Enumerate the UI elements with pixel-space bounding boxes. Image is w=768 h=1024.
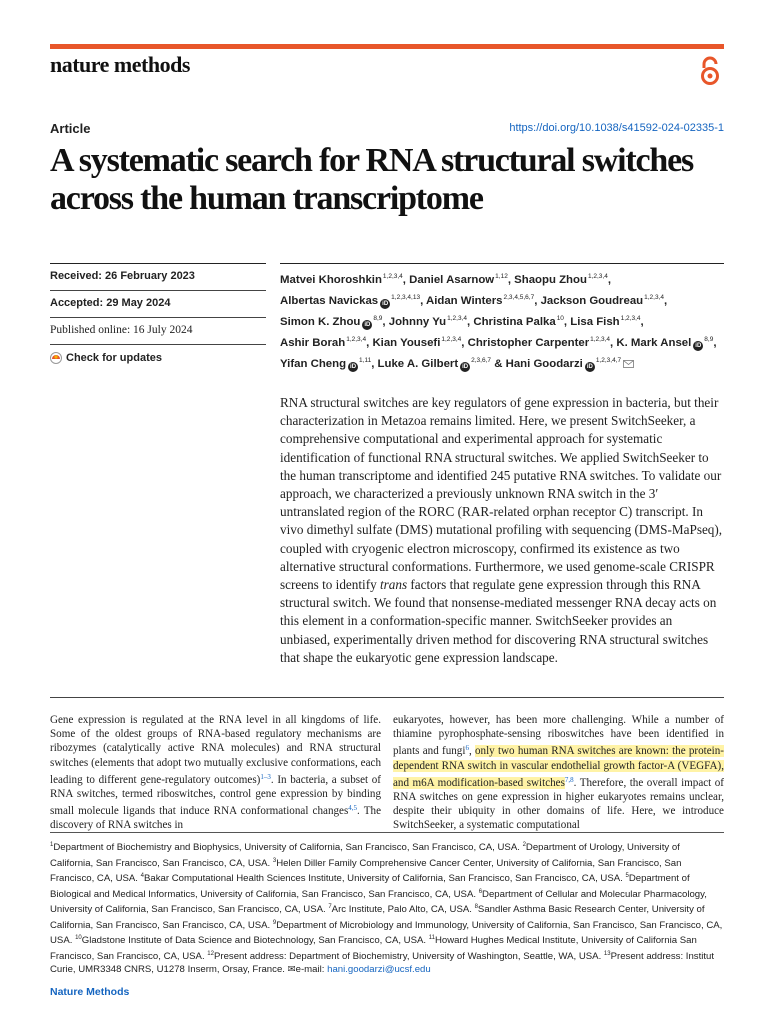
author-affiliation: 1,2,3,4	[587, 273, 608, 280]
check-updates-label: Check for updates	[66, 352, 162, 364]
affiliation-number: 8	[474, 904, 478, 910]
affiliations-footnote: $^1$Department of Biochemistry and Biophysics, University of California, San Francisco, San Francisco, CA, USA. $^2$Department of Urology, University of California, San Francisco, San Francisco, CA, USA. $^3$Helen Diller Family Comprehensive Cancer Center, University of California, San Francisco, San Francisco, CA, USA. $^4$Bakar Computational Health Sciences Institute, University of California, San Francisco, San Francisco, CA, USA. $^5$Department of Biological and Medical Informatics, University of California, San Francisco, San Francisco, CA, USA. $^6$Department of Cellular and Molecular Pharmacology, University of California, San Francisco, San Francisco, CA, USA. $^7$Arc Institute, Palo Alto, CA, USA. $^8$Sandler Asthma Basic Research Center, University of California, San Francisco, San Francisco, CA, USA. $^9$Department of Microbiology and Immunology, University of California, San Francisco, San Francisco, CA, USA. $^{10}$Gladstone Institute of Data Science and Biotechnology, San Francisco, CA, USA. $^{11}$Howard Hughes Medical Institute, University of California San Francisco, San Francisco, CA, USA. $^{12}$Present address: Department of Biochemistry, University of Washington, Seattle, WA, USA. $^{13}$Present address: Institut Curie, UMR3348 CNRS, U1278 Inserm, Orsay, France. ✉e-mail: hani.goodarzi@ucsf.edu	[50, 842, 723, 975]
mail-icon: ✉	[287, 964, 296, 975]
accepted-date: Accepted: 29 May 2024	[50, 290, 266, 317]
author-list-section	[280, 263, 724, 373]
affiliation-number: 12	[207, 950, 214, 957]
footer-journal-name[interactable]: Nature Methods	[50, 986, 130, 998]
affiliation-number: 1	[50, 842, 54, 848]
published-date: Published online: 16 July 2024	[50, 317, 266, 344]
corresponding-email-link[interactable]: hani.goodarzi@ucsf.edu	[327, 964, 431, 975]
orcid-icon[interactable]: iD	[586, 364, 593, 370]
affiliation-number: 11	[428, 935, 435, 941]
author-name[interactable]: Aidan Winters$^{2,3,4,5,6,7}$	[426, 294, 535, 307]
orcid-icon[interactable]: iD	[364, 322, 371, 328]
author-name[interactable]: Albertas Navickas iD$^{1,2,3,4,13}$	[280, 294, 421, 307]
affiliation-number: 3	[272, 857, 277, 864]
author-list: Matvei Khoroshkin$^{1,2,3,4}$, Daniel Asarnow$^{1,12}$, Shaopu Zhou$^{1,2,3,4}$, Albertas Navickas iD$^{1,2,3,4,13}$, Aidan Winters$^{2,3,4,5,6,7}$, Jackson Goudreau$^{1,2,3,4}$, Simon K. Zhou iD$^{8,9}$, Johnny Yu$^{1,2,3,4}$, Christina Palka$^{10}$, Lisa Fish$^{1,2,3,4}$, Ashir Borah$^{1,2,3,4}$, Kian Yousefi$^{1,2,3,4}$, Christopher Carpenter$^{1,2,3,4}$, K. Mark Ansel iD$^{8,9}$, Yifan Cheng iD$^{1,11}$, Luke A. Gilbert iD$^{2,3,6,7}$ & Hani Goodarzi iD$^{1,2,3,4,7}$	[280, 273, 717, 370]
author-name[interactable]: Kian Yousefi$^{1,2,3,4}$	[372, 336, 462, 349]
citation-ref[interactable]: 1–3	[260, 772, 271, 781]
author-affiliation: 1,2,3,4	[346, 336, 367, 343]
italic-term: trans	[379, 577, 408, 593]
affiliation-number: 9	[272, 919, 277, 926]
author-name[interactable]: Luke A. Gilbert iD$^{2,3,6,7}$	[377, 357, 492, 370]
author-affiliation: 1,11	[359, 357, 372, 364]
affiliation-number: 7	[328, 904, 332, 910]
check-updates-icon	[50, 352, 62, 364]
article-type-label: Article	[50, 121, 91, 136]
author-affiliation: 1,2,3,4,13	[391, 294, 421, 301]
author-name[interactable]: Shaopu Zhou$^{1,2,3,4}$	[514, 273, 608, 286]
author-affiliation: 8,9	[704, 336, 714, 343]
author-affiliation: 2,3,6,7	[471, 357, 492, 364]
check-updates-button[interactable]	[50, 344, 266, 371]
received-date: Received: 26 February 2023	[50, 263, 266, 290]
journal-name[interactable]: nature methods	[50, 52, 190, 77]
abstract-divider	[50, 697, 724, 698]
author-name[interactable]: Hani Goodarzi iD$^{1,2,3,4,7}$	[506, 358, 635, 370]
author-name[interactable]: Daniel Asarnow$^{1,12}$	[409, 273, 508, 286]
article-history	[50, 263, 266, 371]
author-affiliation: 1,2,3,4	[447, 315, 468, 322]
author-affiliation: 10	[556, 315, 564, 322]
author-name[interactable]: Christina Palka$^{10}$	[473, 315, 564, 328]
author-affiliation: 2,3,4,5,6,7	[503, 294, 535, 301]
author-name[interactable]: Jackson Goudreau$^{1,2,3,4}$	[540, 294, 665, 307]
affiliation-number: 10	[75, 935, 82, 941]
author-name[interactable]: Simon K. Zhou iD$^{8,9}$	[280, 315, 383, 328]
citation-ref[interactable]: 4,5	[348, 804, 358, 813]
citation-ref[interactable]: 6	[465, 744, 469, 753]
author-affiliation: 1,12	[495, 273, 508, 280]
author-name[interactable]: Yifan Cheng iD$^{1,11}$	[280, 357, 372, 370]
orcid-icon[interactable]: iD	[462, 364, 469, 370]
author-name[interactable]: Johnny Yu$^{1,2,3,4}$	[388, 315, 468, 328]
header-accent-rule	[50, 44, 724, 49]
author-affiliation: 1,2,3,4	[382, 273, 403, 280]
footnote-divider	[50, 832, 724, 833]
orcid-icon[interactable]: iD	[695, 343, 702, 349]
author-name[interactable]: Lisa Fish$^{1,2,3,4}$	[570, 315, 641, 328]
author-name[interactable]: K. Mark Ansel iD$^{8,9}$	[616, 336, 714, 349]
body-text-left-column: Gene expression is regulated at the RNA level in all kingdoms of life. Some of the oldest groups of RNA-based regulatory mechanisms are ribozymes (catalytically active RNA molecules) and RNA structural switches (elements that adopt two mutually exclusive conformations, each leading to different gene-regulatory outcomes)$^{1-3}$. In bacteria, a subset of RNA switches, termed riboswitches, control gene expression by binding small molecule ligands that induce RNA conformational changes$^{4,5}$. The discovery of RNA switches in	[50, 714, 382, 832]
author-affiliation: 1,2,3,4	[620, 315, 641, 322]
doi-link[interactable]: https://doi.org/10.1038/s41592-024-02335-1	[509, 122, 724, 134]
orcid-icon[interactable]: iD	[382, 301, 389, 307]
affiliation-number: 2	[522, 842, 526, 848]
abstract: RNA structural switches are key regulators of gene expression in bacteria, but their characterization in Metazoa remains limited. Here, we present SwitchSeeker, a comprehensive computational and experimental approach for systematic identification of functional RNA structural switches. We applied SwitchSeeker to the human transcriptome and identified 245 putative RNA switches. To validate our approach, we characterized a previously unknown RNA switch in the 3′ untranslated region of the RORC (RAR-related orphan receptor C) transcript. In vivo dimethyl sulfate (DMS) mutational profiling with sequencing (DMS-MaPseq), coupled with cryogenic electron microscopy, confirmed its existence as two alternative structural conformations. Furthermore, we used genome-scale CRISPR screens to identify trans factors that regulate gene expression through this RNA structural switch. We found that nonsense-mediated messenger RNA decay acts on this element in a conformation-specific manner. SwitchSeeker provides an unbiased, experimentally driven method for discovering RNA structural switches that shape the eukaryotic gene expression landscape.	[280, 395, 723, 665]
citation-ref[interactable]: 7,8	[564, 775, 574, 784]
body-text-right-column: eukaryotes, however, has been more challenging. While a number of thiamine pyrophosphate-sensing riboswitches have been identified in plants and fungi$^6$, only two human RNA switches are known: the protein-dependent RNA switch in vascular endothelial growth factor-A (VEGFA), and m6A modification-based switches$^{7,8}$. Therefore, the overall impact of RNA switches on gene expression in higher eukaryotes remains unclear, despite their ubiquity in other domains of life. Here, we introduce SwitchSeeker, a systematic computational	[393, 714, 725, 832]
orcid-icon[interactable]: iD	[350, 364, 357, 370]
affiliation-number: 13	[603, 950, 611, 957]
author-affiliation: 1,2,3,4,7	[595, 357, 622, 364]
author-affiliation: 1,2,3,4	[644, 294, 665, 301]
author-name[interactable]: Ashir Borah$^{1,2,3,4}$	[280, 336, 367, 349]
mail-icon[interactable]	[623, 360, 634, 368]
author-affiliation: 8,9	[373, 315, 383, 322]
affiliation-number: 6	[478, 888, 483, 895]
author-name[interactable]: Matvei Khoroshkin$^{1,2,3,4}$	[280, 273, 403, 286]
highlighted-text: only two human RNA switches are known: the protein-dependent RNA switch in vascular endothelial growth factor-A (VEGFA), and m6A modification-based switches	[393, 745, 725, 789]
author-name[interactable]: Christopher Carpenter$^{1,2,3,4}$	[467, 336, 611, 349]
open-access-icon[interactable]	[697, 56, 723, 86]
affiliation-number: 5	[625, 873, 629, 879]
author-affiliation: 1,2,3,4	[590, 336, 611, 343]
affiliation-number: 4	[140, 873, 144, 879]
author-affiliation: 1,2,3,4	[441, 336, 462, 343]
article-title: A systematic search for RNA structural switches across the human transcriptome	[50, 142, 694, 217]
